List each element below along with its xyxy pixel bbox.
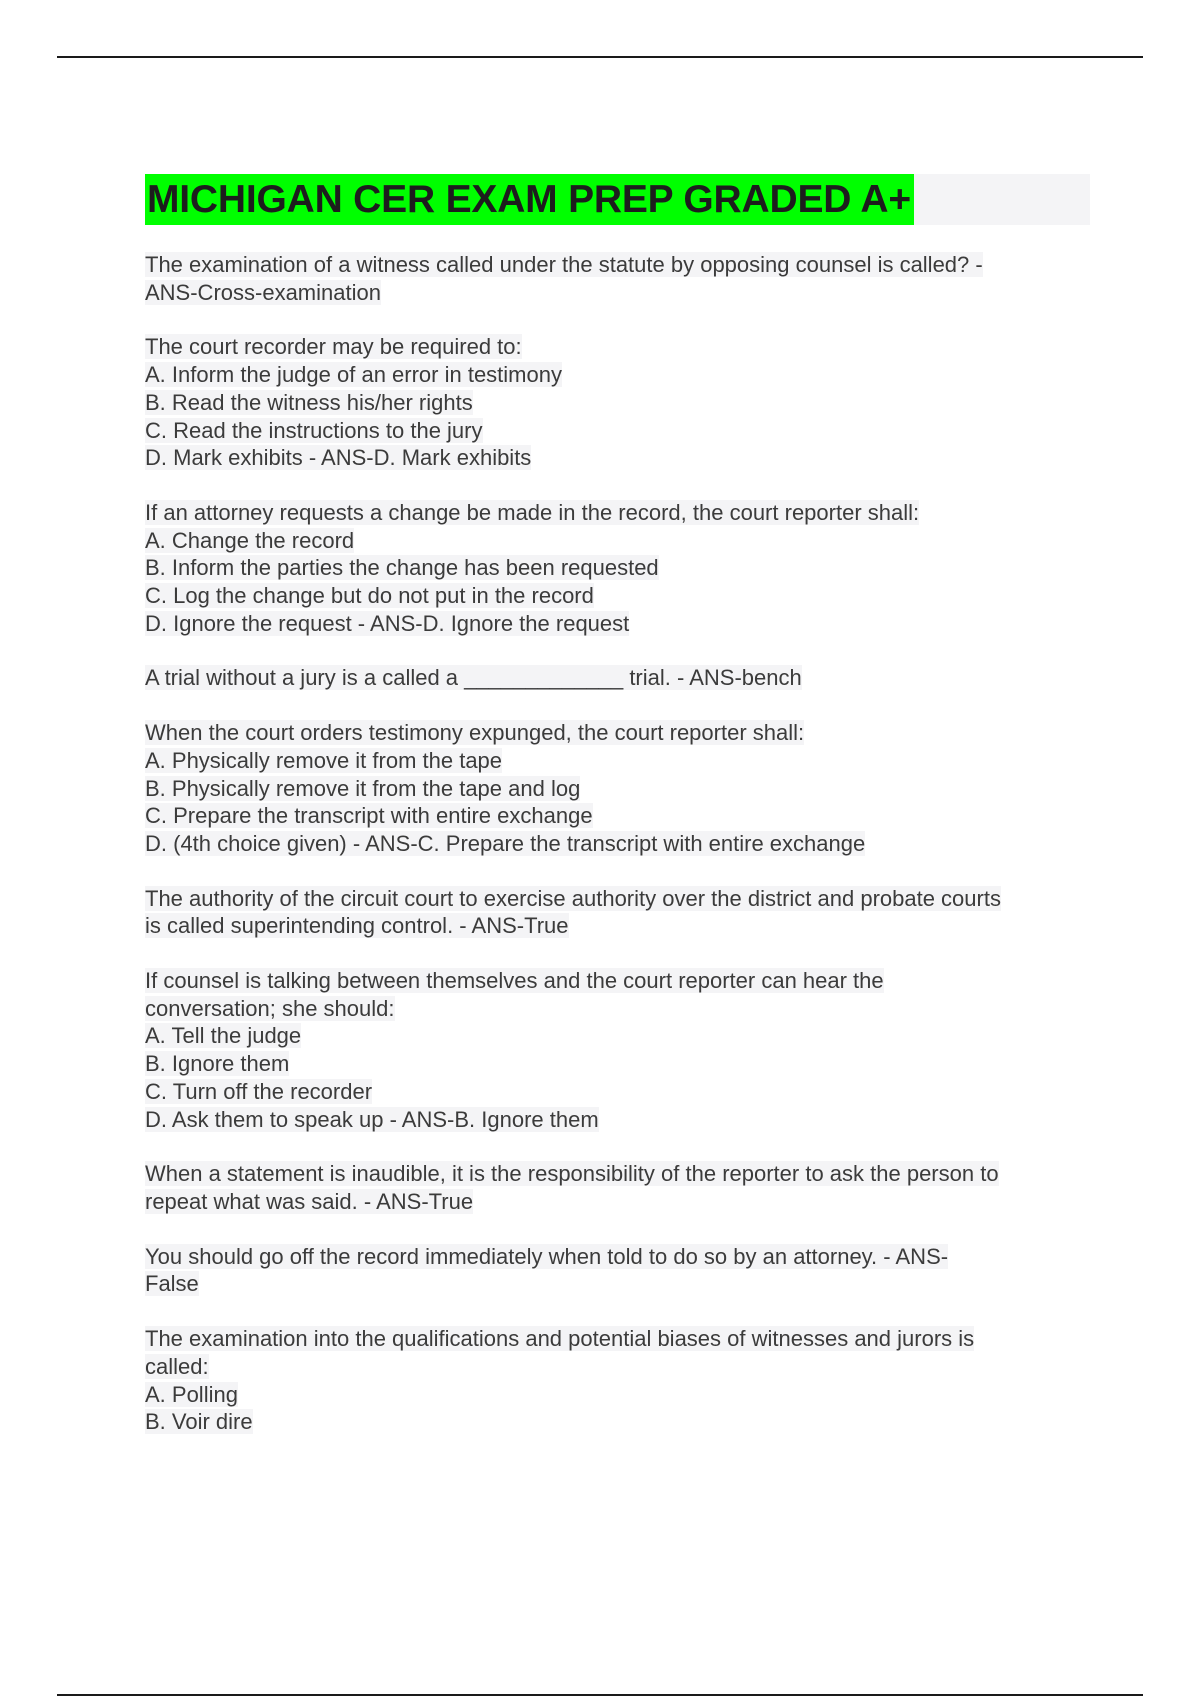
line-text: D. Ask them to speak up - ANS-B. Ignore them: [145, 1106, 599, 1132]
question-line: [145, 1270, 1090, 1298]
question-line: [145, 1188, 1090, 1216]
question-line: [145, 527, 1090, 555]
line-text: A trial without a jury is a called a _____________ trial. - ANS-bench: [145, 665, 802, 691]
qa-item: [145, 1325, 1090, 1436]
line-text: A. Polling: [145, 1381, 238, 1407]
question-line: [145, 1106, 1090, 1134]
line-text: called:: [145, 1353, 209, 1379]
question-text: [145, 251, 1090, 279]
question-line: [145, 1381, 1090, 1409]
document-body: [145, 174, 1090, 1463]
question-line: [145, 802, 1090, 830]
line-text: D. (4th choice given) - ANS-C. Prepare the transcript with entire exchange: [145, 830, 866, 856]
line-text: repeat what was said. - ANS-True: [145, 1188, 474, 1214]
question-text: [145, 719, 1090, 747]
question-text: [145, 333, 1090, 361]
question-text: [145, 499, 1090, 527]
question-line: [145, 444, 1090, 472]
line-text: If counsel is talking between themselves and the court reporter can hear the: [145, 968, 884, 994]
line-text: C. Log the change but do not put in the record: [145, 583, 594, 609]
qa-item: [145, 333, 1090, 472]
line-text: If an attorney requests a change be made in the record, the court reporter shall:: [145, 499, 920, 525]
line-text: The examination into the qualifications and potential biases of witnesses and jurors is: [145, 1326, 975, 1352]
qa-item: [145, 967, 1090, 1133]
question-line: [145, 279, 1090, 307]
line-text: D. Mark exhibits - ANS-D. Mark exhibits: [145, 445, 532, 471]
title-row: [145, 174, 1090, 225]
question-line: [145, 1050, 1090, 1078]
question-line: [145, 417, 1090, 445]
line-text: The authority of the circuit court to exercise authority over the district and probate courts: [145, 885, 1001, 911]
question-line: [145, 554, 1090, 582]
line-text: A. Change the record: [145, 527, 355, 553]
line-text: D. Ignore the request - ANS-D. Ignore the request: [145, 610, 630, 636]
question-text: [145, 664, 1090, 692]
document-title: MICHIGAN CER EXAM PREP GRADED A+: [145, 174, 914, 225]
question-line: [145, 1353, 1090, 1381]
qa-item: [145, 499, 1090, 638]
line-text: False: [145, 1271, 199, 1297]
line-text: C. Prepare the transcript with entire exchange: [145, 803, 593, 829]
line-text: When a statement is inaudible, it is the responsibility of the reporter to ask the person to: [145, 1161, 999, 1187]
qa-item: [145, 1243, 1090, 1298]
question-text: [145, 885, 1090, 913]
line-text: B. Voir dire: [145, 1409, 253, 1435]
qa-item: [145, 251, 1090, 306]
top-rule: [57, 56, 1143, 58]
line-text: C. Turn off the recorder: [145, 1078, 373, 1104]
line-text: A. Inform the judge of an error in testimony: [145, 362, 562, 388]
question-text: [145, 967, 1090, 995]
qa-item: [145, 885, 1090, 940]
question-line: [145, 995, 1090, 1023]
line-text: is called superintending control. - ANS-True: [145, 913, 569, 939]
question-line: [145, 912, 1090, 940]
question-line: [145, 747, 1090, 775]
line-text: B. Read the witness his/her rights: [145, 389, 473, 415]
question-line: [145, 582, 1090, 610]
question-line: [145, 1022, 1090, 1050]
question-line: [145, 775, 1090, 803]
qa-list: [145, 251, 1090, 1436]
line-text: B. Ignore them: [145, 1051, 290, 1077]
question-text: [145, 1325, 1090, 1353]
question-line: [145, 1408, 1090, 1436]
qa-item: [145, 1160, 1090, 1215]
line-text: A. Tell the judge: [145, 1023, 302, 1049]
question-line: [145, 830, 1090, 858]
line-text: The examination of a witness called under the statute by opposing counsel is called? -: [145, 252, 983, 277]
line-text: B. Inform the parties the change has been requested: [145, 555, 659, 581]
line-text: A. Physically remove it from the tape: [145, 747, 503, 773]
question-line: [145, 610, 1090, 638]
line-text: You should go off the record immediately when told to do so by an attorney. - ANS-: [145, 1243, 949, 1269]
line-text: C. Read the instructions to the jury: [145, 417, 483, 443]
question-text: [145, 1243, 1090, 1271]
question-line: [145, 1078, 1090, 1106]
line-text: ANS-Cross-examination: [145, 279, 381, 305]
qa-item: [145, 664, 1090, 692]
question-line: [145, 389, 1090, 417]
line-text: When the court orders testimony expunged, the court reporter shall:: [145, 720, 805, 746]
question-text: [145, 1160, 1090, 1188]
line-text: The court recorder may be required to:: [145, 334, 522, 360]
line-text: conversation; she should:: [145, 995, 395, 1021]
bottom-rule: [57, 1694, 1143, 1696]
line-text: B. Physically remove it from the tape and log: [145, 775, 581, 801]
question-line: [145, 361, 1090, 389]
qa-item: [145, 719, 1090, 858]
